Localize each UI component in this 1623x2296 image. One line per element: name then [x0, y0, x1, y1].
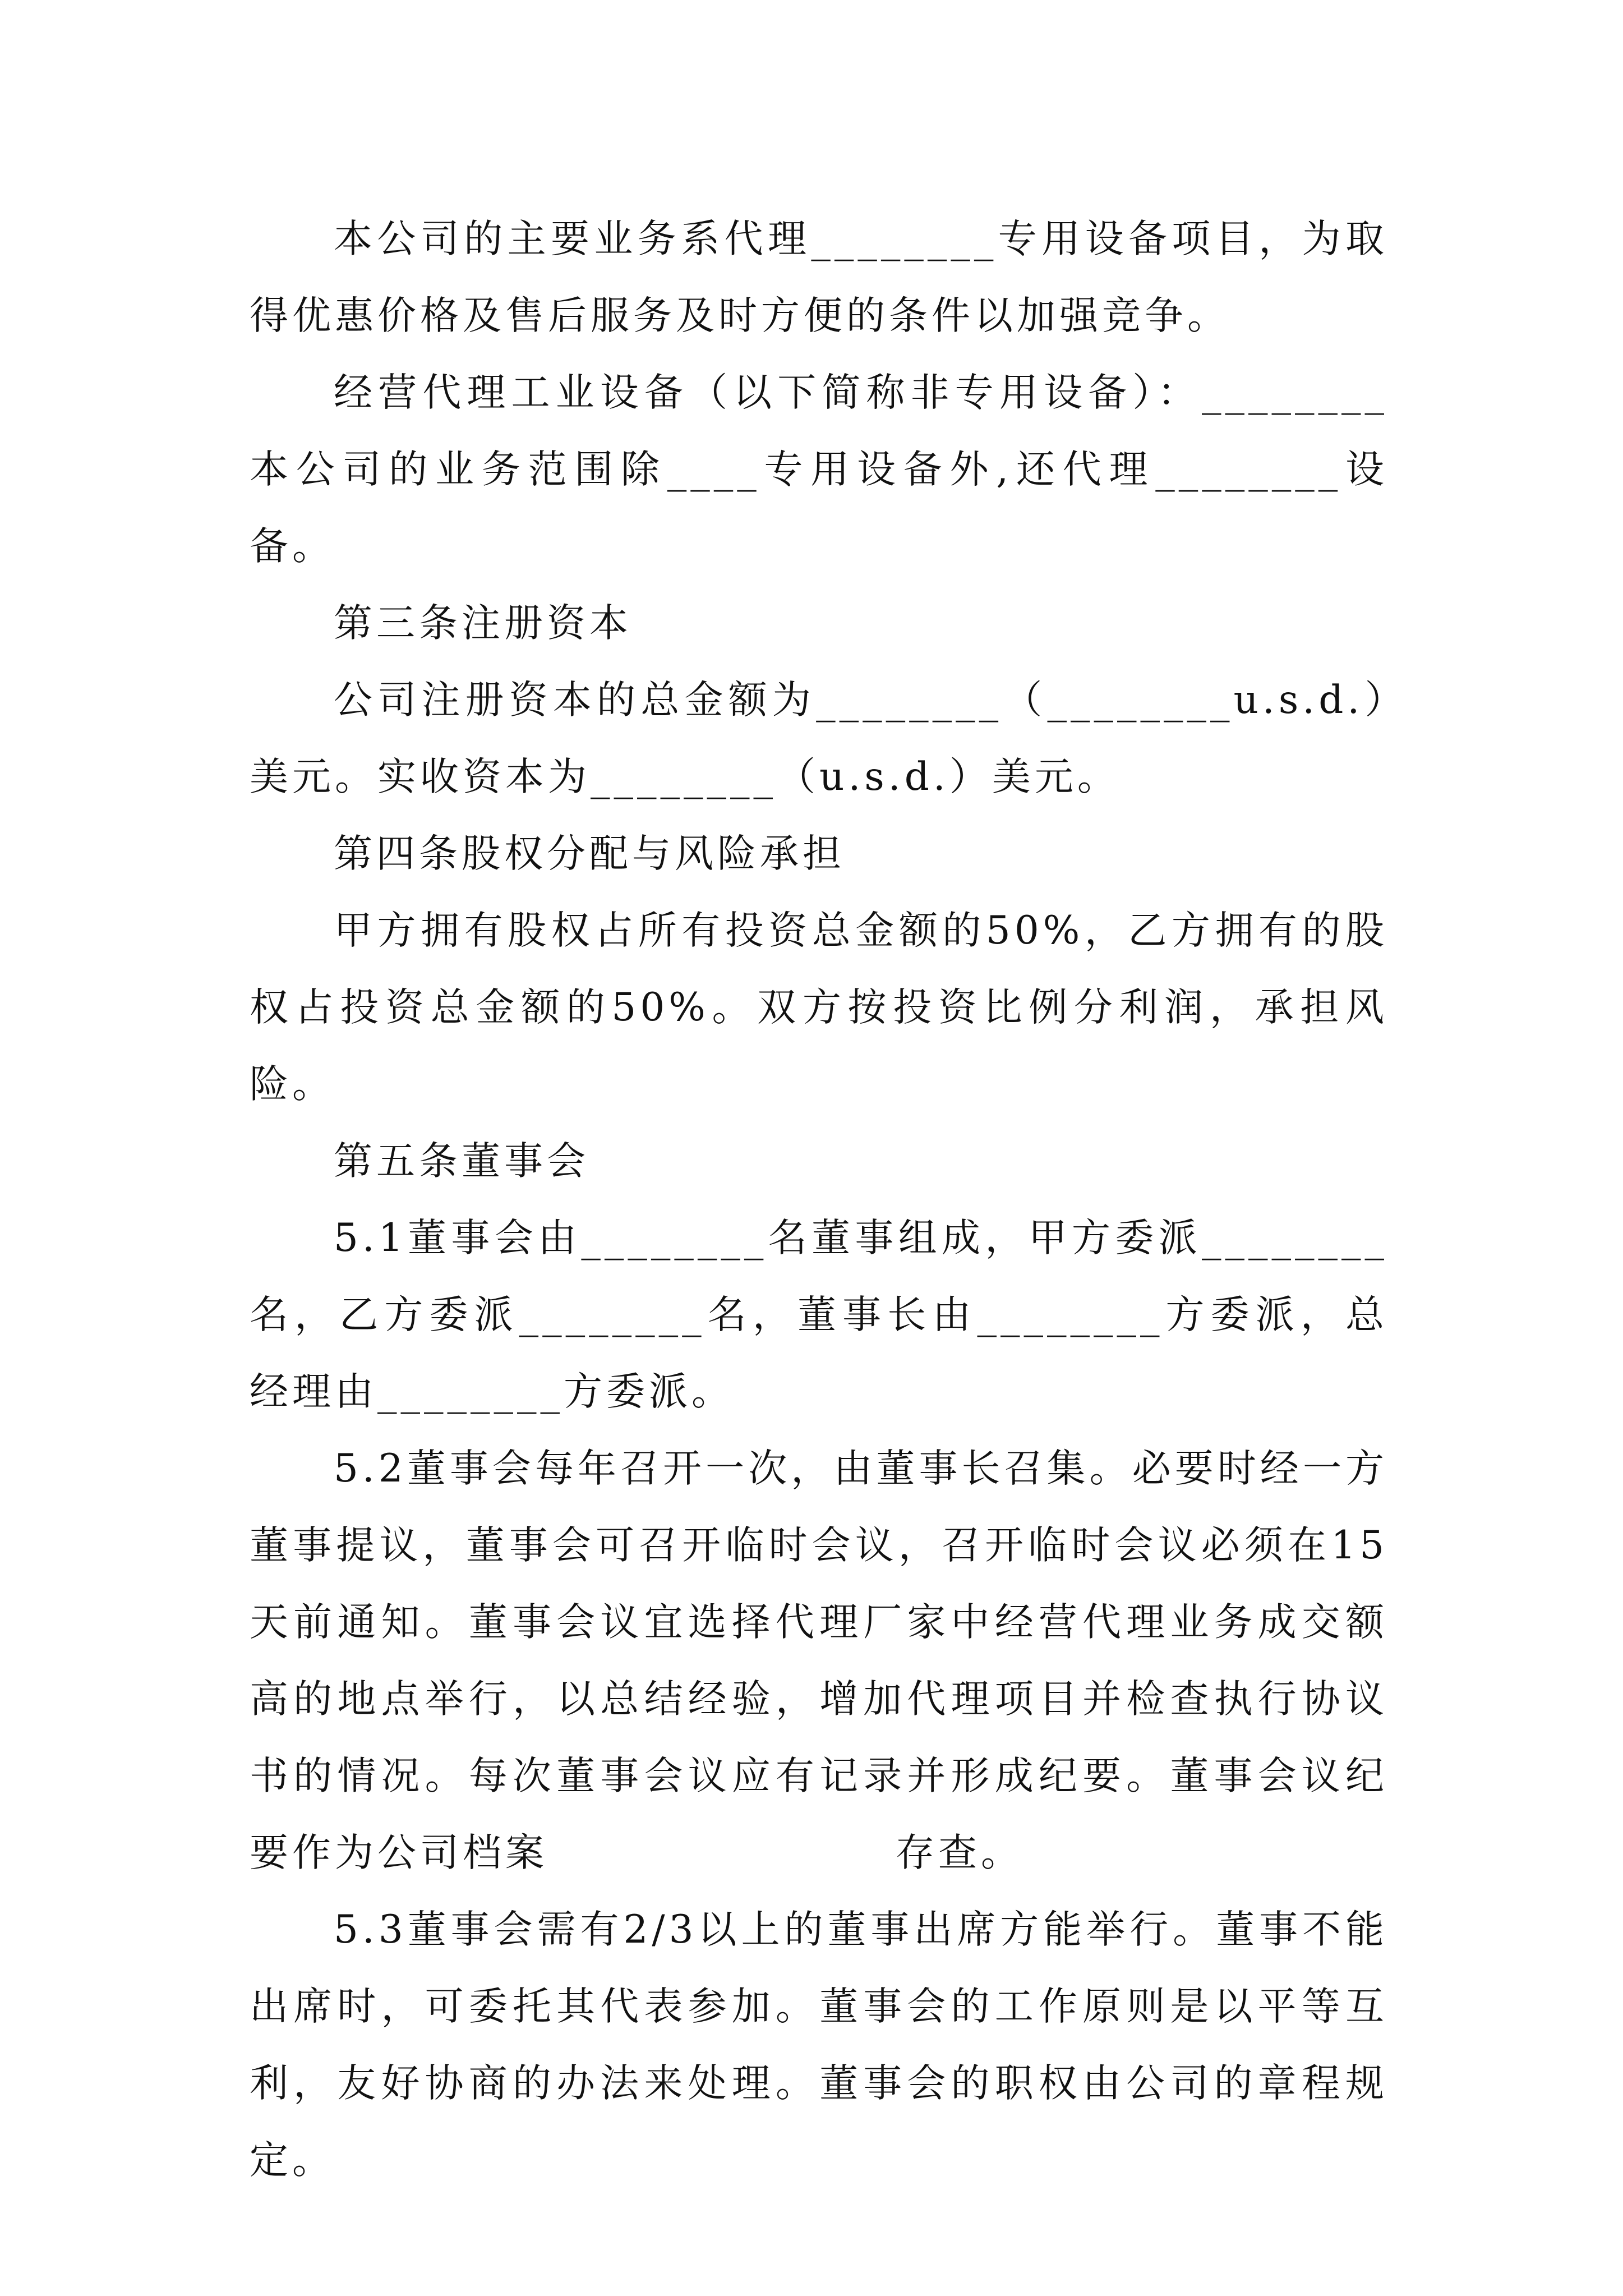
paragraph-5-3 [250, 1892, 1388, 2199]
paragraph-text: 5.1董事会由________名董事组成，甲方委派________名，乙方委派________名，董事长由________方委派，总经理由________方委派。 [250, 1216, 1388, 1414]
document-body [250, 201, 1388, 2199]
paragraph-text: 公司注册资本的总金额为________（________u.s.d.）美元。实收资本为________（u.s.d.）美元。 [250, 678, 1388, 799]
heading-text: 第四条股权分配与风险承担 [334, 831, 845, 876]
heading-article-5 [250, 1123, 1388, 1200]
paragraph-text: 5.2董事会每年召开一次，由董事长召集。必要时经一方董事提议，董事会可召开临时会议，召开临时会议必须在15天前通知。董事会议宜选择代理厂家中经营代理业务成交额高的地点举行，以总结经验，增加代理项目并检查执行协议书的情况。每次董事会议应有记录并形成纪要。董事会议纪要作为公司档案 [250, 1446, 1388, 1875]
heading-article-3 [250, 585, 1388, 662]
paragraph-business-scope [250, 355, 1388, 585]
paragraph-main-business [250, 201, 1388, 355]
paragraph-text: 5.3董事会需有2/3以上的董事出席方能举行。董事不能出席时，可委托其代表参加。董事会的工作原则是以平等互利，友好协商的办法来处理。董事会的职权由公司的章程规定。 [250, 1907, 1388, 2183]
heading-text: 第三条注册资本 [334, 601, 632, 646]
paragraph-equity-distribution [250, 892, 1388, 1123]
paragraph-5-2 [250, 1430, 1388, 1892]
paragraph-5-1 [250, 1200, 1388, 1430]
paragraph-text: 经营代理工业设备（以下简称非专用设备）：________本公司的业务范围除____专用设备外,还代理________设备。 [250, 370, 1388, 569]
heading-article-4 [250, 816, 1388, 892]
heading-text: 第五条董事会 [334, 1139, 589, 1184]
paragraph-text: 甲方拥有股权占所有投资总金额的50%，乙方拥有的股权占投资总金额的50%。双方按投资比例分利润，承担风险。 [250, 908, 1388, 1107]
paragraph-registered-capital [250, 662, 1388, 816]
paragraph-text: 本公司的主要业务系代理________专用设备项目，为取得优惠价格及售后服务及时方便的条件以加强竞争。 [250, 217, 1388, 338]
paragraph-tail-text: 存查。 [896, 1830, 1023, 1875]
